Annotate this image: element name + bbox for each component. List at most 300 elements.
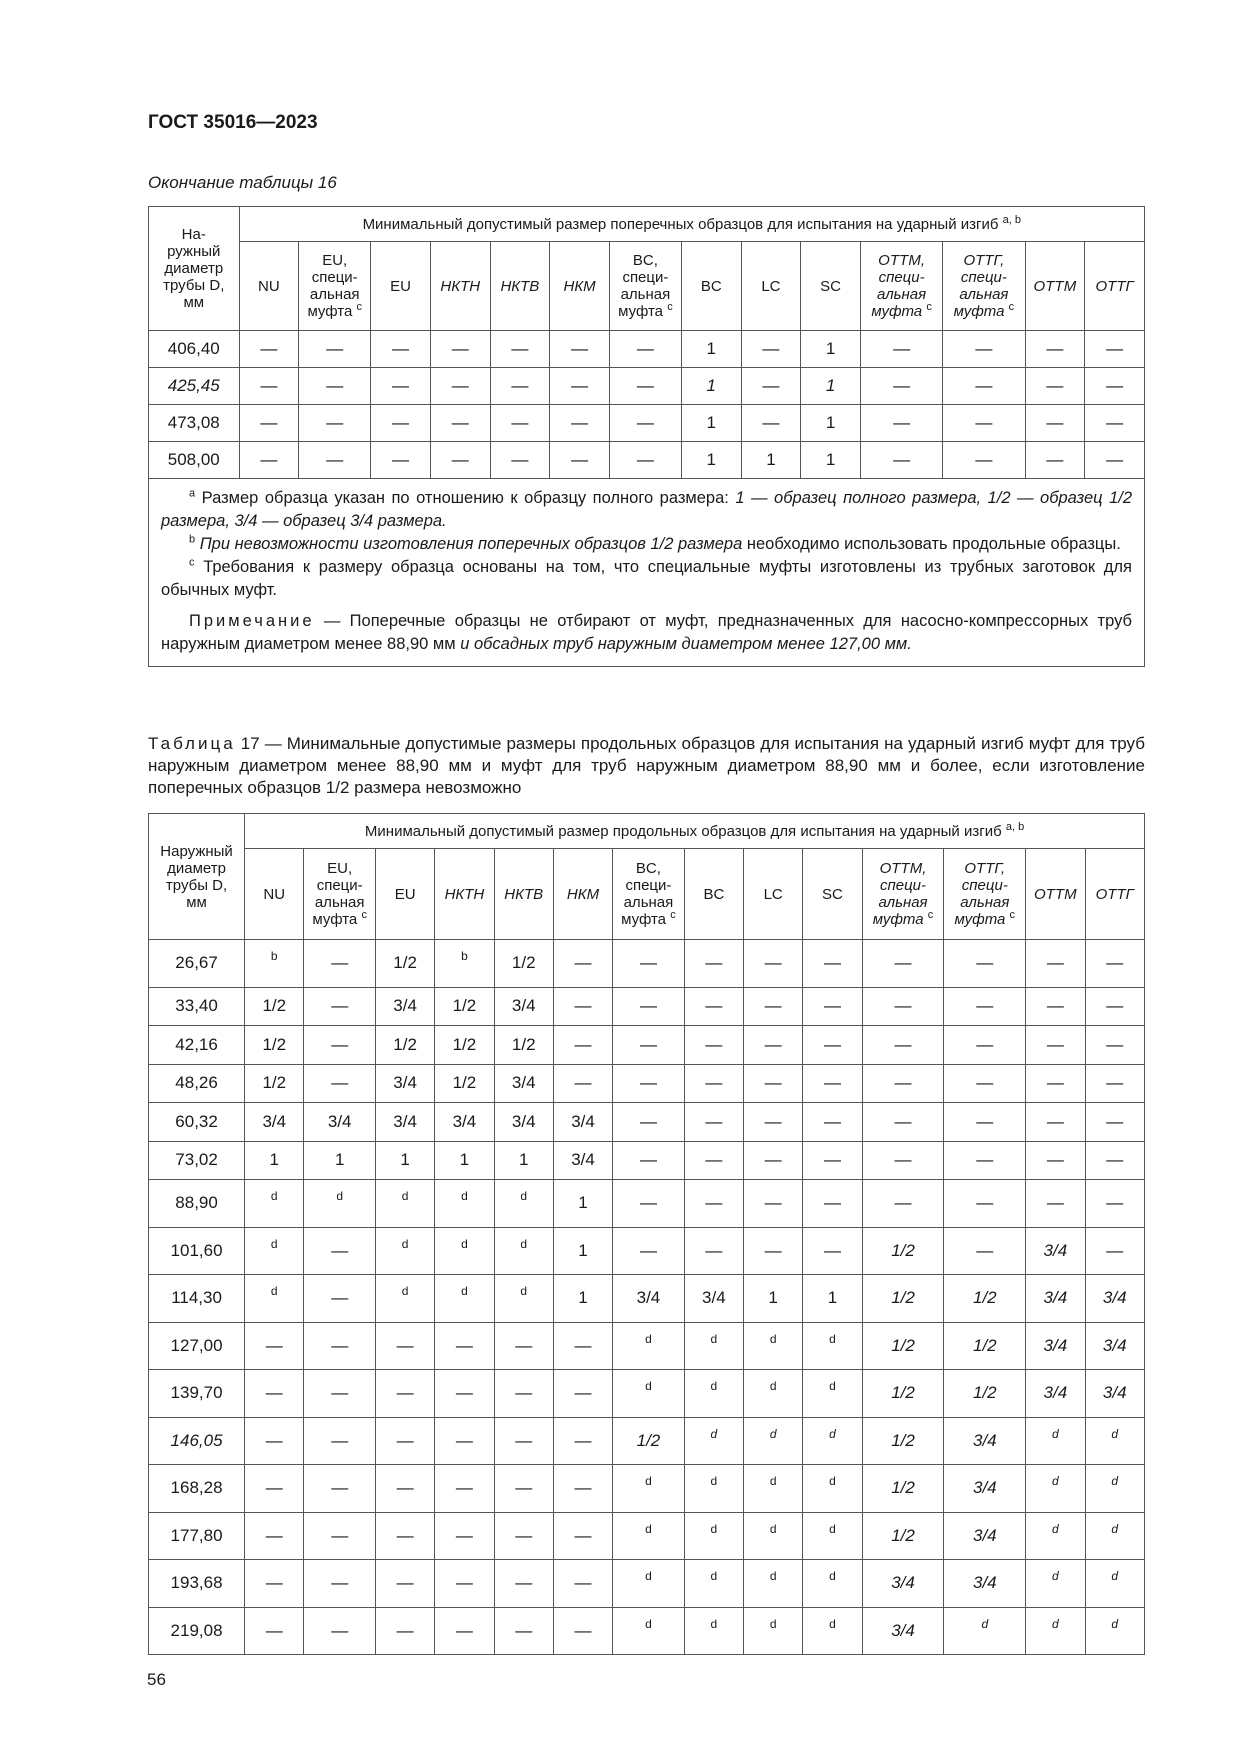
table17-cell: d bbox=[613, 1607, 685, 1655]
table17-cell: — bbox=[944, 1026, 1026, 1065]
table17-cell: — bbox=[375, 1370, 434, 1418]
table17-cell: — bbox=[613, 987, 685, 1026]
table17-cell: — bbox=[304, 1064, 376, 1103]
table16-col-header: НКМ bbox=[550, 242, 610, 331]
table16-cell: 1 bbox=[681, 442, 741, 479]
table17-cell: 3/4 bbox=[494, 1064, 553, 1103]
table16-row bbox=[149, 405, 1145, 442]
table17-cell: — bbox=[304, 1275, 376, 1323]
table17-cell: — bbox=[245, 1322, 304, 1370]
table17-cell: d bbox=[744, 1512, 803, 1560]
table17-cell: d bbox=[1026, 1512, 1085, 1560]
table17-cell: — bbox=[1026, 1180, 1085, 1228]
table17-cell: 3/4 bbox=[435, 1103, 494, 1142]
table17-cell: — bbox=[304, 1512, 376, 1560]
table17-cell: d bbox=[1026, 1607, 1085, 1655]
table16-caption: Окончание таблицы 16 bbox=[148, 173, 337, 192]
document-title: ГОСТ 35016—2023 bbox=[148, 112, 318, 133]
table16-notes bbox=[149, 479, 1145, 667]
table17-cell: 3/4 bbox=[375, 1103, 434, 1142]
table17-diameter-cell: 193,68 bbox=[149, 1560, 245, 1608]
table16-cell: — bbox=[860, 442, 942, 479]
table17-cell: — bbox=[1085, 1064, 1145, 1103]
table17-cell: 1/2 bbox=[862, 1322, 944, 1370]
table17-cell: — bbox=[435, 1512, 494, 1560]
table17-cell: 3/4 bbox=[613, 1275, 685, 1323]
table17-cell: — bbox=[304, 1322, 376, 1370]
table16-col-header: ОТТМ, специ- альная муфта $^c$ bbox=[860, 242, 942, 331]
footnote-b: $^b$ При невозможности изготовления поперечных образцов 1/2 размера необходимо использовать продольные образцы. bbox=[189, 533, 1121, 553]
table17-cell: — bbox=[744, 940, 803, 988]
table17-diameter-cell: 73,02 bbox=[149, 1141, 245, 1180]
table16-cell: 1 bbox=[741, 442, 801, 479]
table17-cell: 3/4 bbox=[375, 1064, 434, 1103]
table17-cell: — bbox=[494, 1417, 553, 1465]
table17-cell: 1/2 bbox=[944, 1275, 1026, 1323]
table17-cell: 1/2 bbox=[944, 1322, 1026, 1370]
table17-cell: d bbox=[245, 1275, 304, 1323]
table17-cell: d bbox=[1026, 1560, 1085, 1608]
table17-cell: — bbox=[944, 1103, 1026, 1142]
footnote-c: $^c$ Требования к размеру образца основаны на том, что специальные муфты изготовлены из трубных заготовок для обычных муфт. bbox=[161, 556, 1132, 599]
table17-cell: 3/4 bbox=[862, 1560, 944, 1608]
table16-cell: — bbox=[299, 442, 371, 479]
table17-cell: — bbox=[553, 1607, 612, 1655]
table17-cell: — bbox=[304, 1227, 376, 1275]
table17-cell: — bbox=[944, 1180, 1026, 1228]
table17-cell: 1/2 bbox=[862, 1275, 944, 1323]
table17-cell: — bbox=[744, 1180, 803, 1228]
table16-cell: — bbox=[609, 442, 681, 479]
table17-col-header: EU, специ- альная муфта $^c$ bbox=[304, 849, 376, 940]
table17-cell: d bbox=[803, 1607, 862, 1655]
table16-cell: — bbox=[943, 442, 1025, 479]
table17-cell: d bbox=[435, 1180, 494, 1228]
table17-row bbox=[149, 1141, 1145, 1180]
table17-cell: d bbox=[684, 1322, 743, 1370]
table17-cell: 1/2 bbox=[862, 1465, 944, 1513]
table17-cell: — bbox=[494, 1465, 553, 1513]
table17-cell: — bbox=[553, 1417, 612, 1465]
table17-cell: — bbox=[803, 1180, 862, 1228]
table17-cell: 1 bbox=[375, 1141, 434, 1180]
table17-col-header: ОТТМ, специ- альная муфта $^c$ bbox=[862, 849, 944, 940]
table17-cell: — bbox=[613, 1141, 685, 1180]
table17-cell: — bbox=[744, 1227, 803, 1275]
table16-cell: — bbox=[299, 331, 371, 368]
table16-cell: — bbox=[1025, 331, 1085, 368]
table17-cell: — bbox=[944, 1227, 1026, 1275]
table17-cell: 3/4 bbox=[304, 1103, 376, 1142]
table17-cell: — bbox=[862, 1180, 944, 1228]
table17-cell: — bbox=[613, 1064, 685, 1103]
table16-cell: — bbox=[371, 331, 431, 368]
table16-cell: — bbox=[550, 442, 610, 479]
table17-cell: — bbox=[435, 1417, 494, 1465]
table16-cell: — bbox=[550, 368, 610, 405]
table17-cell: d bbox=[613, 1370, 685, 1418]
table17-cell: — bbox=[304, 1560, 376, 1608]
table17-col-header: НКТН bbox=[435, 849, 494, 940]
page-number: 56 bbox=[147, 1670, 166, 1689]
table17-cell: 1/2 bbox=[435, 1064, 494, 1103]
table17-cell: d bbox=[375, 1227, 434, 1275]
table17-cell: d bbox=[744, 1370, 803, 1418]
table17-cell: — bbox=[1085, 1227, 1145, 1275]
table17-cell: 1/2 bbox=[613, 1417, 685, 1465]
table17-cell: d bbox=[944, 1607, 1026, 1655]
table17-cell: d bbox=[613, 1512, 685, 1560]
table17-col-header: НКТВ bbox=[494, 849, 553, 940]
table17-cell: — bbox=[304, 1417, 376, 1465]
table17-cell: 1/2 bbox=[862, 1512, 944, 1560]
table17-diameter-cell: 177,80 bbox=[149, 1512, 245, 1560]
table17-cell: 1 bbox=[304, 1141, 376, 1180]
table16-col-header: EU, специ- альная муфта $^c$ bbox=[299, 242, 371, 331]
table17-cell: d bbox=[1085, 1465, 1145, 1513]
table17-cell: — bbox=[375, 1322, 434, 1370]
table17-cell: d bbox=[684, 1465, 743, 1513]
table17-cell: — bbox=[1026, 1026, 1085, 1065]
table17-cell: — bbox=[304, 1370, 376, 1418]
table17-row bbox=[149, 1275, 1145, 1323]
table16-cell: 1 bbox=[801, 368, 861, 405]
table17-cell: — bbox=[744, 1064, 803, 1103]
table17-col-header: NU bbox=[245, 849, 304, 940]
table17-row bbox=[149, 1103, 1145, 1142]
table17-cell: — bbox=[803, 1141, 862, 1180]
table17-cell: — bbox=[744, 987, 803, 1026]
table16-cell: — bbox=[609, 405, 681, 442]
table17-cell: 3/4 bbox=[1085, 1370, 1145, 1418]
table17-cell: — bbox=[435, 1370, 494, 1418]
table17-col-header: BC, специ- альная муфта $^c$ bbox=[613, 849, 685, 940]
table17-cell: d bbox=[1085, 1607, 1145, 1655]
table16-remark: Примечание — Поперечные образцы не отбирают от муфт, предназначенных для насосно-компрессорных труб наружным диаметром менее 88,90 мм и обсадных труб наружным диаметром менее 127,00 мм. bbox=[161, 612, 1132, 653]
table17-cell: — bbox=[862, 1141, 944, 1180]
table16-row bbox=[149, 442, 1145, 479]
table17-cell: — bbox=[1085, 940, 1145, 988]
table17-row bbox=[149, 987, 1145, 1026]
table17-row bbox=[149, 1560, 1145, 1608]
table16-cell: — bbox=[371, 442, 431, 479]
table17-cell: — bbox=[553, 1370, 612, 1418]
table16-col-header: SC bbox=[801, 242, 861, 331]
table17-cell: d bbox=[684, 1512, 743, 1560]
table17-col-header: BC bbox=[684, 849, 743, 940]
table17-cell: 3/4 bbox=[1026, 1275, 1085, 1323]
table16-cell: — bbox=[550, 331, 610, 368]
table16-cell: — bbox=[1085, 442, 1145, 479]
table17-cell: — bbox=[553, 987, 612, 1026]
table17-cell: 3/4 bbox=[944, 1560, 1026, 1608]
table17-cell: 1/2 bbox=[245, 1064, 304, 1103]
table17-row bbox=[149, 1465, 1145, 1513]
table17-cell: — bbox=[553, 1465, 612, 1513]
table17-cell: — bbox=[375, 1512, 434, 1560]
table16-cell: — bbox=[860, 331, 942, 368]
table17-cell: 1 bbox=[435, 1141, 494, 1180]
table16-col-header: BC, специ- альная муфта $^c$ bbox=[609, 242, 681, 331]
table16-cell: — bbox=[239, 442, 299, 479]
table16-row bbox=[149, 331, 1145, 368]
table17-cell: 1/2 bbox=[435, 987, 494, 1026]
table17-row bbox=[149, 1322, 1145, 1370]
table16-cell: — bbox=[299, 405, 371, 442]
table17-cell: 1 bbox=[803, 1275, 862, 1323]
table17-cell: 3/4 bbox=[1085, 1322, 1145, 1370]
table17-cell: — bbox=[375, 1607, 434, 1655]
table17-cell: 3/4 bbox=[944, 1512, 1026, 1560]
table16-cell: 1 bbox=[681, 331, 741, 368]
table17-cell: — bbox=[375, 1417, 434, 1465]
table17-diameter-cell: 146,05 bbox=[149, 1417, 245, 1465]
table17-cell: — bbox=[435, 1560, 494, 1608]
table16-cell: — bbox=[371, 368, 431, 405]
table17-col-header: SC bbox=[803, 849, 862, 940]
table17-cell: — bbox=[744, 1141, 803, 1180]
table17-cell: — bbox=[862, 1064, 944, 1103]
table17-cell: d bbox=[375, 1275, 434, 1323]
table17-cell: 1 bbox=[744, 1275, 803, 1323]
table16-diameter-cell: 425,45 bbox=[149, 368, 240, 405]
table16-cell: — bbox=[1025, 405, 1085, 442]
table16-col-header: ОТТГ bbox=[1085, 242, 1145, 331]
table17-row bbox=[149, 940, 1145, 988]
table-16 bbox=[148, 206, 1145, 667]
table17-row bbox=[149, 1227, 1145, 1275]
table17-col-header: НКМ bbox=[553, 849, 612, 940]
table17-cell: 1 bbox=[553, 1275, 612, 1323]
table16-cell: 1 bbox=[801, 331, 861, 368]
table17-cell: — bbox=[684, 987, 743, 1026]
table17-col-header: LC bbox=[744, 849, 803, 940]
table17-row bbox=[149, 1607, 1145, 1655]
table17-cell: d bbox=[1085, 1417, 1145, 1465]
table17-cell: — bbox=[304, 940, 376, 988]
table17-row bbox=[149, 1026, 1145, 1065]
table16-cell: — bbox=[371, 405, 431, 442]
table17-cell: d bbox=[744, 1560, 803, 1608]
table17-cell: 3/4 bbox=[944, 1417, 1026, 1465]
table17-cell: — bbox=[1085, 1026, 1145, 1065]
table17-group-header: Минимальный допустимый размер продольных образцов для испытания на ударный изгиб $^{a, b}$ bbox=[245, 814, 1145, 849]
table16-col-header: EU bbox=[371, 242, 431, 331]
table16-col-header: ОТТГ, специ- альная муфта $^c$ bbox=[943, 242, 1025, 331]
table17-cell: 3/4 bbox=[245, 1103, 304, 1142]
table17-cell: d bbox=[803, 1465, 862, 1513]
table17-cell: 3/4 bbox=[684, 1275, 743, 1323]
table17-cell: — bbox=[613, 1026, 685, 1065]
table17-cell: d bbox=[744, 1417, 803, 1465]
table17-cell: 1 bbox=[553, 1180, 612, 1228]
table17-cell: — bbox=[684, 1180, 743, 1228]
table17-cell: — bbox=[684, 1141, 743, 1180]
table17-cell: d bbox=[304, 1180, 376, 1228]
table17-cell: d bbox=[803, 1512, 862, 1560]
table16-cell: — bbox=[239, 331, 299, 368]
table17-cell: — bbox=[1085, 1141, 1145, 1180]
table17-cell: 1/2 bbox=[862, 1370, 944, 1418]
table17-cell: — bbox=[375, 1560, 434, 1608]
table17-cell: — bbox=[684, 1064, 743, 1103]
table17-cell: — bbox=[435, 1465, 494, 1513]
table16-cell: — bbox=[1085, 368, 1145, 405]
table17-cell: 1/2 bbox=[494, 1026, 553, 1065]
table16-cell: — bbox=[490, 442, 550, 479]
table17-cell: — bbox=[684, 1103, 743, 1142]
table16-cell: — bbox=[943, 331, 1025, 368]
table17-cell: — bbox=[304, 987, 376, 1026]
table16-row bbox=[149, 368, 1145, 405]
table17-col-header: EU bbox=[375, 849, 434, 940]
table17-cell: 1/2 bbox=[944, 1370, 1026, 1418]
table17-cell: 1 bbox=[553, 1227, 612, 1275]
table17-cell: b bbox=[245, 940, 304, 988]
table17-diameter-cell: 88,90 bbox=[149, 1180, 245, 1228]
table17-cell: — bbox=[684, 1227, 743, 1275]
table17-cell: — bbox=[803, 1026, 862, 1065]
table17-cell: d bbox=[803, 1370, 862, 1418]
table17-cell: — bbox=[1026, 940, 1085, 988]
table17-cell: — bbox=[553, 1064, 612, 1103]
table16-col-header: LC bbox=[741, 242, 801, 331]
table16-cell: — bbox=[943, 405, 1025, 442]
table16-cell: — bbox=[860, 368, 942, 405]
table16-cell: — bbox=[609, 331, 681, 368]
table17-cell: — bbox=[494, 1607, 553, 1655]
table17-diameter-cell: 127,00 bbox=[149, 1322, 245, 1370]
table17-cell: — bbox=[245, 1465, 304, 1513]
table17-cell: 3/4 bbox=[494, 1103, 553, 1142]
table17-cell: — bbox=[613, 1180, 685, 1228]
table17-cell: — bbox=[684, 1026, 743, 1065]
table17-cell: d bbox=[684, 1417, 743, 1465]
table16-diameter-cell: 406,40 bbox=[149, 331, 240, 368]
table17-cell: d bbox=[494, 1275, 553, 1323]
table16-cell: — bbox=[741, 368, 801, 405]
table17-cell: 1 bbox=[494, 1141, 553, 1180]
table17-cell: — bbox=[553, 1026, 612, 1065]
table17-cell: d bbox=[613, 1465, 685, 1513]
table17-cell: — bbox=[494, 1322, 553, 1370]
table17-cell: d bbox=[435, 1275, 494, 1323]
table17-cell: 1 bbox=[245, 1141, 304, 1180]
table17-cell: — bbox=[494, 1560, 553, 1608]
table17-cell: 1/2 bbox=[245, 1026, 304, 1065]
table17-cell: — bbox=[862, 1103, 944, 1142]
table17-diameter-cell: 26,67 bbox=[149, 940, 245, 988]
table17-caption: Таблица 17 — Минимальные допустимые размеры продольных образцов для испытания на ударный изгиб муфт для труб наружным диаметром менее 88,90 мм и муфт для труб наружным диаметром 88,90 мм и более, если изготовление поперечных образцов 1/2 размера невозможно bbox=[148, 734, 1145, 797]
table17-cell: d bbox=[375, 1180, 434, 1228]
table17-cell: d bbox=[494, 1180, 553, 1228]
table17-diameter-cell: 101,60 bbox=[149, 1227, 245, 1275]
table17-cell: — bbox=[553, 940, 612, 988]
table17-cell: — bbox=[944, 1141, 1026, 1180]
table17-cell: 1/2 bbox=[494, 940, 553, 988]
table17-cell: — bbox=[862, 940, 944, 988]
table17-diameter-cell: 33,40 bbox=[149, 987, 245, 1026]
table17-cell: — bbox=[304, 1465, 376, 1513]
table16-cell: — bbox=[1025, 368, 1085, 405]
table17-cell: d bbox=[613, 1322, 685, 1370]
table17-cell: — bbox=[862, 987, 944, 1026]
table16-cell: — bbox=[299, 368, 371, 405]
table17-cell: — bbox=[613, 1103, 685, 1142]
table17-col-header: ОТТМ bbox=[1026, 849, 1085, 940]
table17-cell: 1/2 bbox=[862, 1227, 944, 1275]
table17-cell: d bbox=[744, 1465, 803, 1513]
table17-cell: d bbox=[684, 1370, 743, 1418]
table16-col-header: ОТТМ bbox=[1025, 242, 1085, 331]
table16-diameter-header: На- ружный диаметр трубы D, мм bbox=[149, 207, 240, 331]
table17-cell: — bbox=[944, 1064, 1026, 1103]
table16-cell: — bbox=[860, 405, 942, 442]
table17-cell: — bbox=[944, 987, 1026, 1026]
table17-cell: — bbox=[1085, 1103, 1145, 1142]
table17-cell: — bbox=[1026, 1064, 1085, 1103]
table17-cell: — bbox=[494, 1370, 553, 1418]
table17-cell: 3/4 bbox=[1026, 1370, 1085, 1418]
table16-col-header: NU bbox=[239, 242, 299, 331]
table16-cell: 1 bbox=[681, 368, 741, 405]
table16-cell: — bbox=[1085, 405, 1145, 442]
table17-cell: d bbox=[1026, 1465, 1085, 1513]
table17-cell: — bbox=[245, 1512, 304, 1560]
table-17 bbox=[148, 813, 1145, 1655]
table17-cell: — bbox=[1026, 1103, 1085, 1142]
table17-cell: — bbox=[613, 1227, 685, 1275]
table17-cell: 1/2 bbox=[435, 1026, 494, 1065]
table17-row bbox=[149, 1512, 1145, 1560]
table16-cell: — bbox=[943, 368, 1025, 405]
table17-cell: — bbox=[375, 1465, 434, 1513]
table17-cell: — bbox=[1085, 987, 1145, 1026]
table17-cell: d bbox=[245, 1227, 304, 1275]
table17-cell: b bbox=[435, 940, 494, 988]
table17-cell: — bbox=[684, 940, 743, 988]
table17-row bbox=[149, 1417, 1145, 1465]
table16-cell: — bbox=[741, 331, 801, 368]
table16-col-header: НКТН bbox=[430, 242, 490, 331]
table17-cell: d bbox=[744, 1322, 803, 1370]
table17-cell: d bbox=[613, 1560, 685, 1608]
table17-cell: 3/4 bbox=[1026, 1322, 1085, 1370]
table16-cell: — bbox=[490, 405, 550, 442]
table16-cell: — bbox=[239, 368, 299, 405]
table16-cell: — bbox=[430, 331, 490, 368]
table17-cell: d bbox=[803, 1417, 862, 1465]
table17-cell: 3/4 bbox=[944, 1465, 1026, 1513]
table17-cell: d bbox=[1085, 1512, 1145, 1560]
table17-cell: — bbox=[803, 1103, 862, 1142]
footnote-a: $^a$ Размер образца указан по отношению к образцу полного размера: 1 — образец полного размера, 1/2 — образец 1/2 размера, 3/4 — образец 3/4 размера. bbox=[161, 487, 1133, 530]
table16-col-header: НКТВ bbox=[490, 242, 550, 331]
table17-cell: — bbox=[245, 1417, 304, 1465]
table17-cell: — bbox=[803, 1064, 862, 1103]
table17-cell: d bbox=[684, 1560, 743, 1608]
table16-diameter-cell: 473,08 bbox=[149, 405, 240, 442]
table17-diameter-cell: 219,08 bbox=[149, 1607, 245, 1655]
table17-cell: 1/2 bbox=[375, 940, 434, 988]
table17-cell: — bbox=[944, 940, 1026, 988]
table17-row bbox=[149, 1370, 1145, 1418]
table16-cell: — bbox=[490, 368, 550, 405]
table17-cell: — bbox=[862, 1026, 944, 1065]
table17-col-header: ОТТГ, специ- альная муфта $^c$ bbox=[944, 849, 1026, 940]
table17-cell: — bbox=[1026, 1141, 1085, 1180]
table17-cell: — bbox=[744, 1026, 803, 1065]
